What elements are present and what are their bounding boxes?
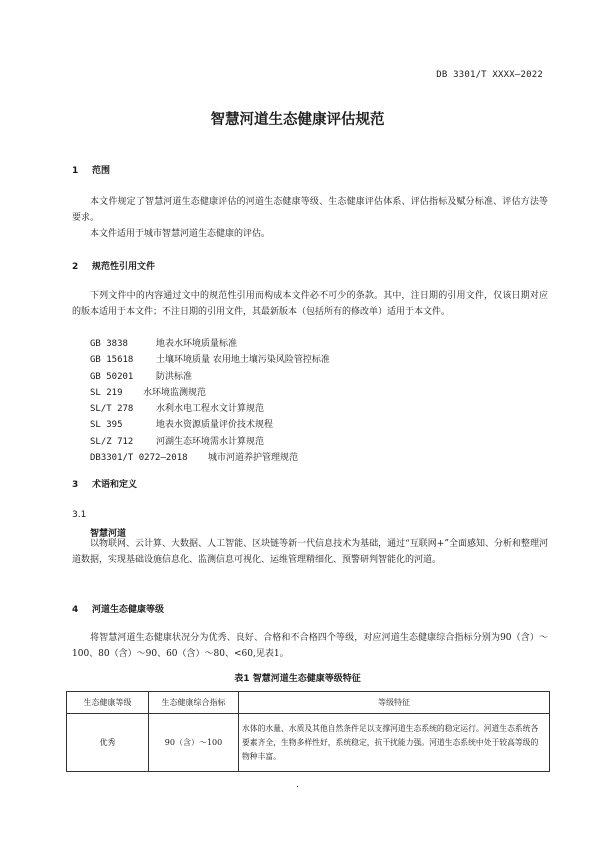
table-header-cell: 等级特征	[239, 692, 550, 714]
section-1-paragraph-1: 本文件规定了智慧河道生态健康评估的河道生态健康等级、生态健康评估体系、评估指标及赋分标准、评估方法等要求。	[72, 197, 548, 223]
document-number: DB 3301/T XXXX—2022	[436, 70, 543, 80]
reference-item	[90, 352, 330, 368]
reference-code: SL/T 278	[90, 404, 134, 415]
section-number: 3	[72, 480, 79, 490]
section-number: 1	[72, 166, 79, 176]
document-title: 智慧河道生态健康评估规范	[210, 112, 385, 128]
reference-code: GB 15618	[90, 355, 134, 366]
section-2-paragraph-1: 下列文件中的内容通过文中的规范性引用而构成本文件必不可少的条款。其中，注日期的引用文件，仅该日期对应的版本适用于本文件；不注日期的引用文件，其最新版本（包括所有的修改单）适用于本文件。	[72, 291, 548, 317]
section-4-paragraph-1: 将智慧河道生态健康状况分为优秀、良好、合格和不合格四个等级，对应河道生态健康综合指标分别为90（含）～100、80（含）～90、60（含）～80、<60,见表1。	[72, 633, 548, 659]
reference-title: 地表水资源质量评价技术规程	[156, 420, 274, 431]
reference-code: DB3301/T 0272—2018	[90, 453, 188, 464]
table-header-row	[67, 692, 550, 714]
reference-title: 防洪标准	[156, 371, 193, 382]
reference-code: GB 3838	[90, 339, 128, 349]
section-number: 4	[72, 605, 79, 615]
section-title: 术语和定义	[92, 480, 138, 490]
reference-code: GB 50201	[90, 371, 134, 382]
section-1-heading	[72, 163, 110, 176]
reference-title: 城市河道养护管理规范	[208, 453, 299, 464]
reference-item	[90, 434, 330, 450]
reference-code: SL/Z 712	[90, 436, 134, 447]
term-name: 智慧河道	[90, 529, 127, 539]
section-2-heading	[72, 259, 155, 272]
reference-code: SL 395	[90, 420, 123, 431]
section-title: 河道生态健康等级	[92, 605, 165, 615]
term-definition: 以物联网、云计算、大数据、人工智能、区块链等新一代信息技术为基础，通过“互联网+”全面感知、分析和整理河道数据，实现基础设施信息化、监测信息可视化、运维管理精细化、预警研判智能化的河道。	[72, 539, 548, 565]
reference-title: 河湖生态环境需水计算规范	[156, 436, 265, 447]
feature-cell: 水体的水量、水质及其他自然条件足以支撑河道生态系统的稳定运行。河道生态系统各要素齐全，生物多样性好，系统稳定，抗干扰能力强。河道生态系统中处于较高等级的物种丰富。	[239, 714, 550, 772]
term-number: 3.1	[72, 510, 87, 520]
section-number: 2	[72, 262, 79, 272]
page-footer-mark: .	[296, 780, 299, 790]
section-4-heading	[72, 602, 164, 615]
reference-title: 地表水环境质量标准	[156, 339, 238, 349]
section-1-paragraph-2: 本文件适用于城市智慧河道生态健康的评估。	[90, 229, 271, 239]
section-title: 规范性引用文件	[92, 262, 156, 272]
index-cell: 90（含）～100	[149, 714, 239, 772]
table-header-cell: 生态健康等级	[67, 692, 149, 714]
section-title: 范围	[92, 166, 111, 176]
reference-list	[90, 336, 330, 466]
reference-title: 水利水电工程水文计算规范	[156, 404, 265, 415]
table-caption: 表1 智慧河道生态健康等级特征	[234, 674, 361, 684]
reference-item	[90, 385, 330, 401]
health-grade-table	[66, 691, 550, 772]
reference-item	[90, 336, 330, 352]
section-3-heading	[72, 477, 137, 490]
reference-title: 水环境监测规范	[143, 387, 207, 398]
grade-cell: 优秀	[67, 714, 149, 772]
reference-item	[90, 401, 330, 417]
reference-item	[90, 450, 330, 466]
table-row	[67, 714, 550, 772]
reference-item	[90, 369, 330, 385]
table-header-cell: 生态健康综合指标	[149, 692, 239, 714]
reference-item	[90, 417, 330, 433]
reference-title: 土壤环境质量 农用地土壤污染风险管控标准	[156, 355, 330, 366]
reference-code: SL 219	[90, 387, 123, 398]
